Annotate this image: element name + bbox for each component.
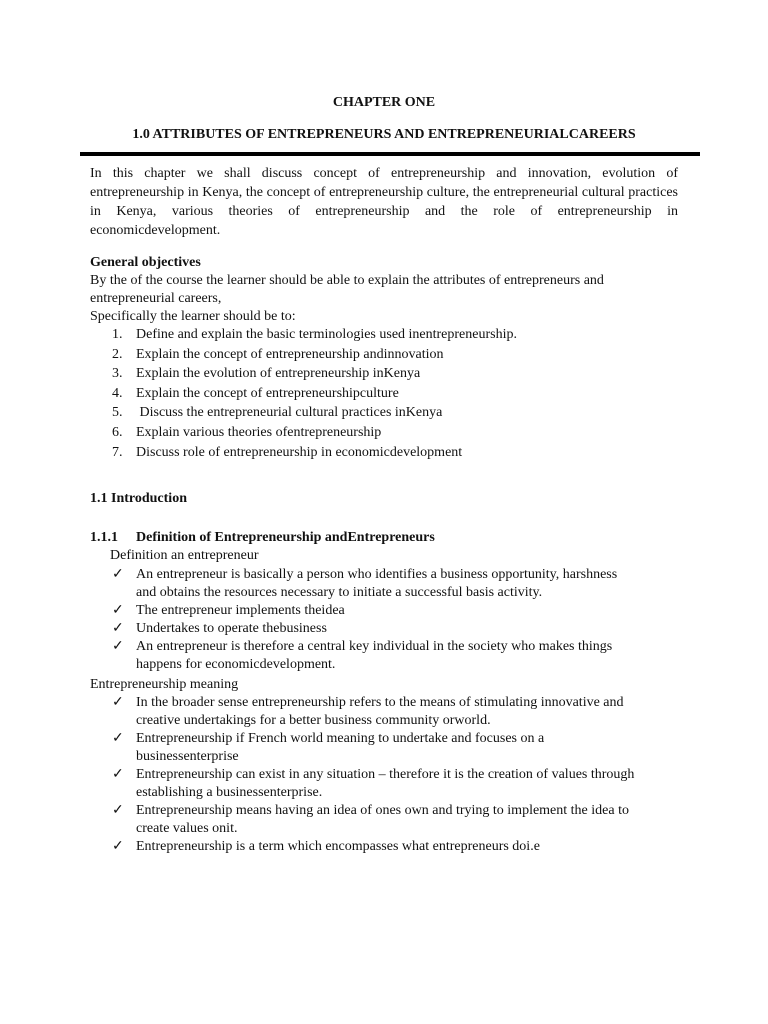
horizontal-rule bbox=[80, 152, 700, 156]
objectives-intro-line: By the of the course the learner should be able to explain the attributes of entrepreneurs and bbox=[90, 273, 604, 288]
list-item bbox=[90, 766, 676, 802]
checkmark-icon: ✓ bbox=[112, 567, 124, 582]
list-item bbox=[90, 424, 690, 444]
list-number: 7. bbox=[112, 444, 123, 460]
list-item bbox=[90, 620, 676, 638]
list-item-text: Discuss the entrepreneurial cultural practices inKenya bbox=[136, 405, 443, 421]
point-line: The entrepreneur implements theidea bbox=[136, 603, 345, 618]
point-line: and obtains the resources necessary to initiate a successful basis activity. bbox=[136, 585, 543, 600]
list-item-text: Explain the concept of entrepreneurshipculture bbox=[136, 385, 399, 401]
point-line: create values onit. bbox=[136, 821, 238, 836]
objectives-list bbox=[90, 326, 690, 463]
list-number: 1. bbox=[112, 327, 123, 342]
list-number: 3. bbox=[112, 366, 123, 382]
point-line: Entrepreneurship if French world meaning to undertake and focuses on a bbox=[136, 731, 545, 746]
meaning-points-list bbox=[90, 694, 690, 856]
section-title: 1.0 ATTRIBUTES OF ENTREPRENEURS AND ENTREPRENEURIALCAREERS bbox=[132, 127, 636, 142]
intro-paragraph: In this chapter we shall discuss concept of entrepreneurship and innovation, evolution of entrepreneurship in Kenya, the concept of entrepreneurship culture, the entrepreneurial cultural practices in Kenya, various theories of entrepreneurship and the role of entrepreneurship in economicdevelopment. bbox=[90, 166, 678, 238]
point-line: Entrepreneurship means having an idea of ones own and trying to implement the idea to bbox=[136, 803, 629, 818]
list-number: 6. bbox=[112, 424, 123, 440]
list-item-text: Explain the concept of entrepreneurship andinnovation bbox=[136, 346, 444, 362]
checkmark-icon: ✓ bbox=[112, 767, 124, 782]
list-item bbox=[90, 802, 676, 838]
list-item-text: Explain the evolution of entrepreneurship inKenya bbox=[136, 366, 421, 382]
list-item bbox=[90, 566, 676, 602]
list-item bbox=[90, 365, 690, 385]
entrepreneur-points-list bbox=[90, 566, 690, 674]
general-objectives-heading: General objectives bbox=[90, 255, 201, 270]
point-line: happens for economicdevelopment. bbox=[136, 657, 336, 672]
list-item-text: Define and explain the basic terminologies used inentrepreneurship. bbox=[136, 327, 517, 342]
point-line: An entrepreneur is therefore a central key individual in the society who makes things bbox=[136, 639, 613, 654]
list-number: 2. bbox=[112, 346, 123, 362]
point-line: businessenterprise bbox=[136, 749, 239, 764]
point-line: In the broader sense entrepreneurship refers to the means of stimulating innovative and bbox=[136, 695, 624, 710]
checkmark-icon: ✓ bbox=[112, 803, 124, 818]
checkmark-icon: ✓ bbox=[112, 621, 124, 636]
point-line: An entrepreneur is basically a person who identifies a business opportunity, harshness bbox=[136, 567, 618, 582]
point-line: creative undertakings for a better business community orworld. bbox=[136, 713, 491, 728]
checkmark-icon: ✓ bbox=[112, 839, 124, 854]
chapter-title: CHAPTER ONE bbox=[332, 95, 436, 110]
list-item bbox=[90, 694, 676, 730]
point-line: Undertakes to operate thebusiness bbox=[136, 621, 327, 636]
list-item bbox=[90, 385, 690, 405]
checkmark-icon: ✓ bbox=[112, 639, 124, 654]
general-objectives-section bbox=[90, 254, 690, 463]
list-item bbox=[90, 638, 676, 674]
definition-heading-number: 1.1.1 bbox=[90, 530, 118, 545]
list-item bbox=[90, 404, 690, 424]
list-item bbox=[90, 730, 676, 766]
list-item bbox=[90, 346, 690, 366]
point-line: Entrepreneurship is a term which encompasses what entrepreneurs doi.e bbox=[136, 839, 540, 854]
checkmark-icon: ✓ bbox=[112, 731, 124, 746]
definition-heading-title: Definition of Entrepreneurship andEntrepreneurs bbox=[136, 530, 435, 545]
point-line: establishing a businessenterprise. bbox=[136, 785, 323, 800]
definition-heading bbox=[90, 529, 435, 547]
list-item bbox=[90, 838, 676, 856]
point-line: Entrepreneurship can exist in any situation – therefore it is the creation of values through bbox=[136, 767, 635, 782]
list-number: 4. bbox=[112, 385, 123, 401]
list-item bbox=[90, 602, 676, 620]
introduction-heading: 1.1 Introduction bbox=[90, 491, 187, 506]
list-number: 5. bbox=[112, 405, 123, 421]
meaning-subheading: Entrepreneurship meaning bbox=[90, 677, 239, 692]
objectives-intro-line: entrepreneurial careers, bbox=[90, 291, 222, 306]
checkmark-icon: ✓ bbox=[112, 603, 124, 618]
list-item-text: Discuss role of entrepreneurship in economicdevelopment bbox=[136, 444, 463, 460]
entrepreneur-subheading: Definition an entrepreneur bbox=[110, 548, 259, 563]
checkmark-icon: ✓ bbox=[112, 695, 124, 710]
objectives-intro-line: Specifically the learner should be to: bbox=[90, 309, 296, 324]
list-item bbox=[90, 326, 690, 346]
list-item bbox=[90, 444, 690, 464]
list-item-text: Explain various theories ofentrepreneurship bbox=[136, 424, 382, 440]
